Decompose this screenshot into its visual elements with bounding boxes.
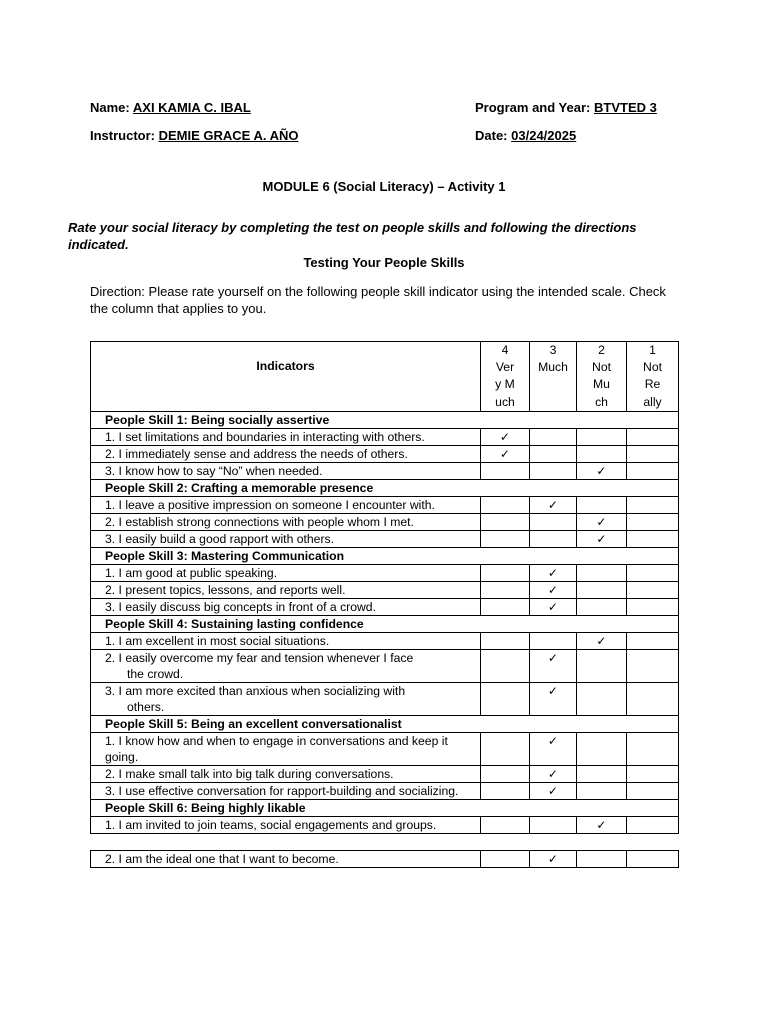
indicator-text: 3. I am more excited than anxious when socializing with [105, 683, 406, 698]
program-label: Program and Year: [475, 100, 591, 115]
section-title: People Skill 4: Sustaining lasting confidence [91, 615, 679, 632]
rating-cell-4[interactable] [481, 581, 530, 598]
table-row [91, 732, 679, 765]
rating-cell-2[interactable] [577, 462, 627, 479]
direction-text: Direction: Please rate yourself on the following people skill indicator using the intended scale. Check the column that applies to you. [90, 284, 666, 316]
program-value: BTVTED 3 [594, 100, 657, 115]
indicator-cell [91, 496, 481, 513]
scale-label: Not Much [592, 360, 611, 409]
rating-cell-4[interactable] [481, 496, 530, 513]
section-row [91, 479, 679, 496]
name-value: AXI KAMIA C. IBAL [132, 100, 251, 115]
rating-cell-3[interactable] [530, 682, 577, 715]
indicator-cell [91, 782, 481, 799]
rating-cell-3[interactable] [530, 765, 577, 782]
section-title: People Skill 6: Being highly likable [91, 799, 679, 816]
table-row [91, 496, 679, 513]
indicator-text: 3. I easily discuss big concepts in front of a crowd. [105, 599, 376, 614]
rating-cell-2[interactable] [577, 782, 627, 799]
scale-num: 4 [501, 343, 509, 357]
rating-cell-1[interactable] [627, 598, 679, 615]
instructor-field [90, 128, 299, 143]
indicator-text: 2. I establish strong connections with people whom I met. [105, 514, 414, 529]
scale-col-4 [481, 342, 530, 412]
rating-cell-3[interactable] [530, 632, 577, 649]
scale-label: Not Really [643, 360, 662, 409]
rating-cell-4[interactable] [481, 530, 530, 547]
rating-cell-4[interactable] [481, 445, 530, 462]
section-row [91, 715, 679, 732]
date-value: 03/24/2025 [511, 128, 577, 143]
rating-cell-1[interactable] [627, 682, 679, 715]
program-field [475, 100, 657, 115]
indicator-cell [91, 428, 481, 445]
scale-num: 3 [549, 343, 557, 357]
table-row [91, 632, 679, 649]
table-row [91, 649, 679, 682]
rating-cell-3[interactable] [530, 581, 577, 598]
indicator-text: 1. I leave a positive impression on someone I encounter with. [105, 497, 435, 512]
table-row [91, 782, 679, 799]
module-title: MODULE 6 (Social Literacy) – Activity 1 [262, 179, 506, 194]
rating-cell-2[interactable] [577, 682, 627, 715]
rating-cell-2[interactable] [577, 649, 627, 682]
rating-cell-4[interactable] [481, 782, 530, 799]
rating-cell-4[interactable] [481, 428, 530, 445]
rating-cell-3[interactable] [530, 782, 577, 799]
table-row [91, 850, 679, 867]
check-mark-icon: ✓ [499, 429, 511, 444]
indicator-text: 3. I use effective conversation for rapport-building and socializing. [105, 783, 459, 798]
rating-cell-1[interactable] [627, 732, 679, 765]
rating-cell-4[interactable] [481, 462, 530, 479]
section-row [91, 615, 679, 632]
indicator-cell [91, 462, 481, 479]
indicator-text: 2. I easily overcome my fear and tension whenever I face [105, 650, 414, 665]
indicator-cell [91, 850, 481, 867]
check-mark-icon: ✓ [596, 514, 607, 529]
check-mark-icon: ✓ [596, 633, 607, 648]
rating-cell-3[interactable] [530, 649, 577, 682]
scale-col-2 [577, 342, 627, 412]
rating-cell-3[interactable] [530, 850, 577, 867]
rating-cell-2[interactable] [577, 632, 627, 649]
indicator-text-continued: others. [127, 699, 165, 714]
rating-table [90, 341, 679, 868]
check-mark-icon: ✓ [547, 733, 559, 748]
rating-cell-2[interactable] [577, 732, 627, 765]
rating-cell-4[interactable] [481, 598, 530, 615]
scale-col-3 [530, 342, 577, 412]
rating-cell-3[interactable] [530, 598, 577, 615]
check-mark-icon: ✓ [499, 446, 511, 461]
indicator-text: 2. I am the ideal one that I want to become. [105, 851, 339, 866]
table-row [91, 581, 679, 598]
indicator-text: 1. I know how and when to engage in conversations and keep it going. [105, 733, 448, 764]
indicator-text: 3. I know how to say “No” when needed. [105, 463, 323, 478]
rating-cell-2[interactable] [577, 581, 627, 598]
rating-cell-1[interactable] [627, 496, 679, 513]
rating-cell-1[interactable] [627, 816, 679, 833]
name-label: Name: [90, 100, 130, 115]
check-mark-icon: ✓ [547, 582, 559, 597]
rating-cell-3[interactable] [530, 496, 577, 513]
rating-cell-4[interactable] [481, 850, 530, 867]
section-title: People Skill 3: Mastering Communication [91, 547, 679, 564]
rating-cell-2[interactable] [577, 765, 627, 782]
indicator-text: 1. I am good at public speaking. [105, 565, 278, 580]
date-label: Date: [475, 128, 508, 143]
check-mark-icon: ✓ [596, 817, 607, 832]
indicator-text: 2. I present topics, lessons, and reports well. [105, 582, 346, 597]
rating-cell-2[interactable] [577, 496, 627, 513]
check-mark-icon: ✓ [596, 463, 607, 478]
check-mark-icon: ✓ [547, 565, 559, 580]
indicator-cell [91, 513, 481, 530]
section-title: People Skill 1: Being socially assertive [91, 411, 679, 428]
indicator-cell [91, 649, 481, 682]
rating-cell-1[interactable] [627, 530, 679, 547]
table-row [91, 445, 679, 462]
indicator-cell [91, 564, 481, 581]
rating-cell-3[interactable] [530, 462, 577, 479]
indicator-text: 1. I am invited to join teams, social engagements and groups. [105, 817, 437, 832]
check-mark-icon: ✓ [547, 650, 559, 665]
rating-cell-1[interactable] [627, 782, 679, 799]
rating-cell-1[interactable] [627, 513, 679, 530]
rating-cell-4[interactable] [481, 632, 530, 649]
rating-cell-2[interactable] [577, 445, 627, 462]
rating-cell-4[interactable] [481, 765, 530, 782]
rating-cell-4[interactable] [481, 732, 530, 765]
check-mark-icon: ✓ [547, 783, 559, 798]
rating-cell-2[interactable] [577, 428, 627, 445]
rating-cell-3[interactable] [530, 513, 577, 530]
section-title: People Skill 2: Crafting a memorable presence [91, 479, 679, 496]
rating-cell-3[interactable] [530, 530, 577, 547]
scale-label: Very Much [495, 360, 515, 409]
rating-cell-1[interactable] [627, 765, 679, 782]
scale-label: Much [538, 360, 568, 375]
indicator-cell [91, 581, 481, 598]
indicator-cell [91, 732, 481, 765]
check-mark-icon: ✓ [596, 531, 607, 546]
rating-cell-3[interactable] [530, 428, 577, 445]
indicator-cell [91, 765, 481, 782]
indicator-text-continued: the crowd. [127, 666, 184, 681]
test-title: Testing Your People Skills [303, 255, 465, 270]
scale-col-1 [627, 342, 679, 412]
rating-cell-1[interactable] [627, 564, 679, 581]
table-header-row [91, 342, 679, 412]
section-row [91, 547, 679, 564]
instructor-label: Instructor: [90, 128, 155, 143]
rating-cell-1[interactable] [627, 649, 679, 682]
section-title: People Skill 5: Being an excellent conversationalist [91, 715, 679, 732]
check-mark-icon: ✓ [547, 766, 559, 781]
table-row [91, 765, 679, 782]
rating-cell-1[interactable] [627, 581, 679, 598]
rating-cell-3[interactable] [530, 816, 577, 833]
table-row [91, 513, 679, 530]
rating-cell-1[interactable] [627, 462, 679, 479]
rating-cell-1[interactable] [627, 632, 679, 649]
instruction-text: Rate your social literacy by completing the test on people skills and following the directions indicated. [68, 220, 637, 252]
check-mark-icon: ✓ [547, 497, 559, 512]
table-row [91, 462, 679, 479]
indicator-cell [91, 682, 481, 715]
indicator-cell [91, 530, 481, 547]
name-field [90, 100, 251, 115]
table-row [91, 816, 679, 833]
table-row [91, 428, 679, 445]
table-row [91, 598, 679, 615]
indicator-cell [91, 598, 481, 615]
scale-num: 2 [598, 343, 605, 357]
rating-cell-1[interactable] [627, 428, 679, 445]
indicator-cell [91, 445, 481, 462]
rating-cell-4[interactable] [481, 682, 530, 715]
rating-cell-1[interactable] [627, 850, 679, 867]
scale-num: 1 [649, 343, 656, 357]
rating-cell-2[interactable] [577, 816, 627, 833]
indicator-cell [91, 816, 481, 833]
date-field [475, 128, 576, 143]
table-gap [91, 833, 679, 850]
check-mark-icon: ✓ [547, 851, 559, 866]
rating-cell-2[interactable] [577, 530, 627, 547]
rating-cell-4[interactable] [481, 816, 530, 833]
rating-cell-3[interactable] [530, 564, 577, 581]
check-mark-icon: ✓ [547, 683, 559, 698]
table-row [91, 564, 679, 581]
rating-cell-3[interactable] [530, 732, 577, 765]
rating-cell-3[interactable] [530, 445, 577, 462]
indicator-text: 2. I immediately sense and address the needs of others. [105, 446, 408, 461]
rating-cell-4[interactable] [481, 513, 530, 530]
rating-cell-4[interactable] [481, 564, 530, 581]
rating-cell-4[interactable] [481, 649, 530, 682]
check-mark-icon: ✓ [547, 599, 559, 614]
table-row [91, 682, 679, 715]
rating-cell-1[interactable] [627, 445, 679, 462]
section-row [91, 799, 679, 816]
rating-cell-2[interactable] [577, 564, 627, 581]
rating-cell-2[interactable] [577, 850, 627, 867]
indicator-text: 3. I easily build a good rapport with others. [105, 531, 334, 546]
indicators-header: Indicators [91, 342, 481, 412]
rating-cell-2[interactable] [577, 513, 627, 530]
instructor-value: DEMIE GRACE A. AÑO [158, 128, 299, 143]
indicator-text: 1. I set limitations and boundaries in interacting with others. [105, 429, 425, 444]
indicator-cell [91, 632, 481, 649]
table-row [91, 530, 679, 547]
rating-cell-2[interactable] [577, 598, 627, 615]
indicator-text: 1. I am excellent in most social situations. [105, 633, 330, 648]
indicator-text: 2. I make small talk into big talk during conversations. [105, 766, 394, 781]
gap-cell [91, 833, 679, 850]
section-row [91, 411, 679, 428]
